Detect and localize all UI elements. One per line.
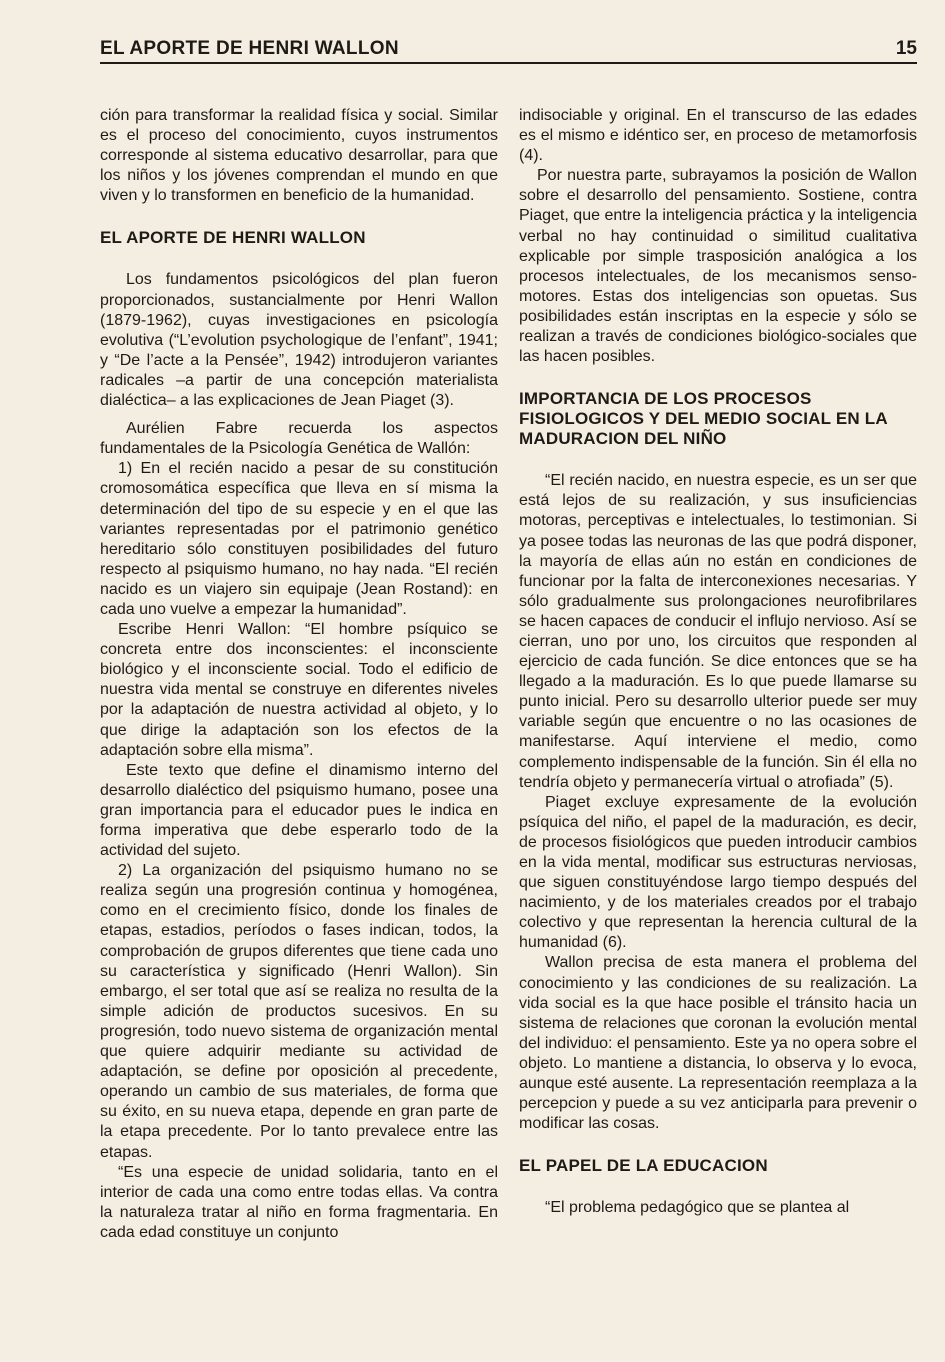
paragraph: Piaget excluye expresamente de la evolución psíquica del niño, el papel de la maduración, es decir, de procesos fisiológicos que pueden introducir cambios en la vida mental, modificar sus estructuras nerviosas, que siguen constituyéndose largo tiempo después del nacimiento, y de los materiales creados por el trabajo colectivo y que representan la herencia cultural de la humanidad (6).	[519, 793, 917, 952]
paragraph: “El problema pedagógico que se plantea al	[545, 1199, 850, 1217]
right-column	[519, 106, 917, 1218]
paragraph: “El recién nacido, en nuestra especie, es un ser que está lejos de su realización, y sus insuficiencias motoras, perceptivas e intelectuales, lo testimonian. Si ya posee todas las neuronas de las que podrá disponer, la mayoría de ellas aún no están en condiciones de funcionar por la falta de interconexiones necesarias. Y sólo gradualmente sus prolongaciones neurofibrilares se hacen capaces de conducir el influjo nervioso. Así se cierran, uno por uno, los circuitos que responden al ejercicio de cada función. Se dice entonces que se ha llegado a la maduración. Es lo que puede llamarse su punto inicial. Pero su desarrollo ulterior puede ser muy variable según que encuentre o no las ocasiones de manifestarse. Aquí interviene el medio, como complemento indispensable de la función. Sin él ella no tendría objeto y permanecería virtual o atrofiada” (5).	[519, 472, 917, 791]
running-header	[100, 30, 917, 64]
paragraph: ción para transformar la realidad física y social. Similar es el proceso del conocimiento, cuyos instrumentos corresponde al sistema educativo desarrollar, para que los niños y los jóvenes comprendan el mundo en que viven y lo transformen en beneficio de la humanidad.	[100, 107, 498, 205]
paragraph: indisociable y original. En el transcurso de las edades es el mismo e idéntico ser, en proceso de metamorfosis (4).	[519, 107, 917, 165]
paragraph: Aurélien Fabre recuerda los aspectos fundamentales de la Psicología Genética de Wallón:	[100, 420, 498, 458]
paragraph: Escribe Henri Wallon: “El hombre psíquico se concreta entre dos inconscientes: el inconsciente biológico y el inconsciente social. Todo el edificio de nuestra vida mental se construye en diferentes niveles por la adaptación de nuestra actividad al objeto, y lo que dirige la adaptación son los efectos de la adaptación sobre ella misma”.	[100, 621, 498, 759]
section-heading: EL PAPEL DE LA EDUCACION	[519, 1156, 768, 1176]
paragraph: Wallon precisa de esta manera el problema del conocimiento y las condiciones de su realización. La vida social es la que hace posible el tránsito hacia un sistema de relaciones que coronan la evolución mental del individuo: el pensamiento. Este ya no opera sobre el objeto. Lo mantiene a distancia, lo observa y lo evoca, aunque esté ausente. La representación reemplaza a la percepcion y puede a su vez anticiparla para prevenir o modificar las cosas.	[519, 954, 917, 1133]
page-number: 15	[895, 38, 917, 59]
paragraph: 2) La organización del psiquismo humano no se realiza según una progresión continua y homogénea, como en el crecimiento físico, donde los finales de etapas, estadios, períodos o fases indican, todos, la comprobación de grupos diferentes que tiene cada uno su característica y significado (Henri Wallon). Sin embargo, el ser total que así se realiza no resulta de la simple adición de productos sucesivos. En su progresión, todo nuevo sistema de organización mental que quiere adquirir mediante su actividad de adaptación, se define por oposición al precedente, operando un cambio de sus materiales, de forma que su éxito, en su nueva etapa, depende en gran parte de la etapa precedente. Por lo tanto prevalece entre las etapas.	[100, 862, 498, 1161]
paragraph: “Es una especie de unidad solidaria, tanto en el interior de cada una como entre todas ellas. Va contra la naturaleza tratar al niño en forma fragmentaria. En cada edad constituye un conjunto	[100, 1163, 498, 1241]
paragraph: Por nuestra parte, subrayamos la posición de Wallon sobre el desarrollo del pensamiento. Sostiene, contra Piaget, que entre la inteligencia práctica y la inteligencia verbal no hay continuidad o similitud cualitativa explicable por simple trasposición analógica a los procesos intelectuales, de los mecanismos senso-motores. Estas dos inteligencias son opuetas. Sus posibilidades están inscriptas en la especie y sólo se realizan a través de condiciones biológico-sociales que las hacen posibles.	[519, 167, 917, 366]
section-heading: IMPORTANCIA DE LOS PROCESOS FISIOLOGICOS Y DEL MEDIO SOCIAL EN LA MADURACION DEL NIÑO	[519, 389, 888, 449]
paragraph: 1) En el recién nacido a pesar de su constitución cromosomática específica que lleva en sí misma la determinación del tipo de su especie y en el que las variantes representadas por el patrimonio genético hereditario sólo constituyen posibilidades del futuro respecto al psiquismo humano, no hay nada. “El recién nacido es un viajero sin equipaje (Jean Rostand): en cada uno vuelve a empezar la humanidad”.	[100, 460, 498, 618]
paragraph: Los fundamentos psicológicos del plan fueron proporcionados, sustancialmente por Henri Wallon (1879-1962), cuyas investigaciones en psicología evolutiva (“L’evolution psychologique de l’enfant”, 1941; y “De l’acte a la Pensée”, 1942) introdujeron variantes radicales –a partir de una concepción materialista dialéctica– a las explicaciones de Jean Piaget (3).	[100, 271, 498, 410]
running-title: EL APORTE DE HENRI WALLON	[100, 38, 399, 59]
section-heading: EL APORTE DE HENRI WALLON	[100, 228, 366, 248]
paragraph: Este texto que define el dinamismo interno del desarrollo dialéctico del psiquismo humano, posee una gran importancia para el educador pues le indica en forma imperativa que debe esperarlo todo de la actividad del sujeto.	[100, 761, 498, 860]
left-column	[100, 106, 498, 1243]
